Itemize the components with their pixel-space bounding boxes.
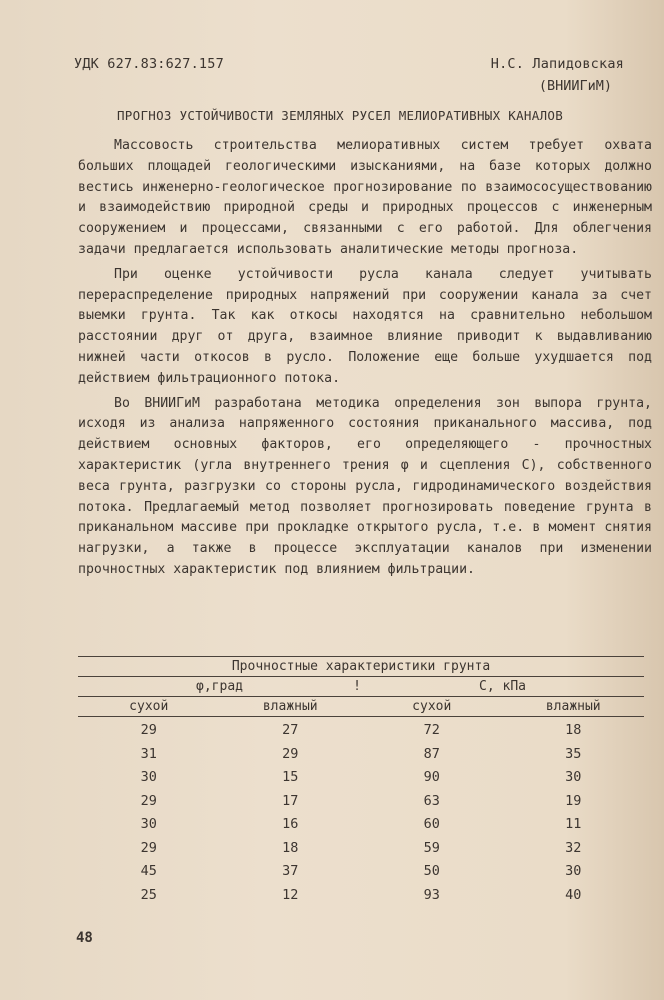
subheader-wet-c: влажный [545, 699, 601, 714]
cell: 11 [565, 816, 582, 832]
cell: 25 [140, 886, 157, 903]
cell: 30 [565, 863, 582, 879]
cell: 18 [565, 722, 582, 738]
column-separator: ! [353, 679, 361, 694]
table-row [78, 719, 644, 743]
header-phi [78, 677, 361, 696]
cell: 29 [140, 792, 157, 809]
cell: 45 [140, 863, 157, 879]
table-row [78, 743, 644, 767]
header-c: С, кПа [479, 679, 526, 694]
table-row [78, 790, 644, 814]
cell: 31 [140, 745, 157, 762]
cell: 27 [282, 722, 299, 738]
cell: 32 [565, 839, 582, 856]
header-phi-label: φ,град [196, 679, 243, 694]
cell: 90 [423, 769, 440, 785]
table-row [78, 837, 644, 861]
table-row [78, 884, 644, 908]
udk-code: УДК 627.83:627.157 [74, 56, 224, 72]
cell: 18 [282, 839, 299, 856]
cell: 29 [140, 839, 157, 856]
cell: 19 [565, 792, 582, 809]
subheader-dry-phi: сухой [129, 699, 169, 714]
cell: 63 [423, 792, 440, 809]
cell: 59 [423, 839, 440, 856]
cell: 29 [282, 745, 299, 762]
cell: 93 [423, 886, 440, 903]
cell: 30 [140, 769, 157, 785]
article-title: ПРОГНОЗ УСТОЙЧИВОСТИ ЗЕМЛЯНЫХ РУСЕЛ МЕЛИОРАТИВНЫХ КАНАЛОВ [116, 108, 564, 123]
article-body [78, 136, 652, 585]
cell: 60 [423, 816, 440, 832]
cell: 50 [423, 863, 440, 879]
paragraph: Во ВНИИГиМ разработана методика определения зон выпора грунта, исходя из анализа напряженного состояния приканального массива, под действием основных факторов, его определяющего - прочностных характеристик (угла внутреннего трения φ и сцепления С), собственного веса грунта, разгрузки со стороны русла, гидродинамического воздействия потока. Предлагаемый метод позволяет прогнозировать поведение грунта в приканальном массиве при прокладке открытого русла, т.е. в момент снятия нагрузки, а также в процессе эксплуатации каналов при изменении прочностных характеристик под влиянием фильтрации. [78, 395, 652, 577]
table-caption: Прочностные характеристики грунта [231, 659, 491, 674]
cell: 72 [423, 722, 440, 738]
cell: 12 [282, 886, 299, 903]
table-body [78, 719, 644, 907]
cell: 40 [565, 886, 582, 903]
page-number: 48 [76, 930, 93, 946]
paragraph: При оценке устойчивости русла канала следует учитывать перераспределение природных напряжений при сооружении канала за счет выемки грунта. Так как откосы находятся на сравнительно небольшом расстоянии друг от друга, взаимное влияние приводит к выдавливанию нижней части откосов в русло. Положение еще больше ухудшается под действием фильтрационного потока. [78, 266, 652, 386]
cell: 30 [565, 769, 582, 785]
table-group-header [78, 677, 644, 696]
cell: 16 [282, 816, 299, 832]
cell: 15 [282, 769, 299, 785]
table-row [78, 766, 644, 790]
paragraph: Массовость строительства мелиоративных систем требует охвата больших площадей геологическими изысканиями, на базе которых должно вестись инженерно-геологическое прогнозирование по взаимососуществованию и взаимодействию природной среды и природных процессов с инженерным сооружением и процессами, связанными с его работой. Для облегчения задачи предлагается использовать аналитические методы прогноза. [78, 138, 652, 257]
cell: 29 [140, 722, 157, 738]
cell: 37 [282, 863, 299, 879]
subheader-dry-c: сухой [412, 699, 452, 714]
author-name: Н.С. Лапидовская [490, 56, 624, 72]
cell: 35 [565, 745, 582, 762]
table-row [78, 860, 644, 884]
table-header-bottom-rule [78, 716, 644, 717]
cell: 17 [282, 792, 299, 809]
table-row [78, 813, 644, 837]
subheader-wet-phi: влажный [262, 699, 318, 714]
cell: 30 [140, 816, 157, 832]
cell: 87 [423, 745, 440, 762]
table-sub-header [78, 697, 644, 716]
author-organization: (ВНИИГиМ) [538, 78, 612, 94]
strength-table [78, 656, 644, 907]
